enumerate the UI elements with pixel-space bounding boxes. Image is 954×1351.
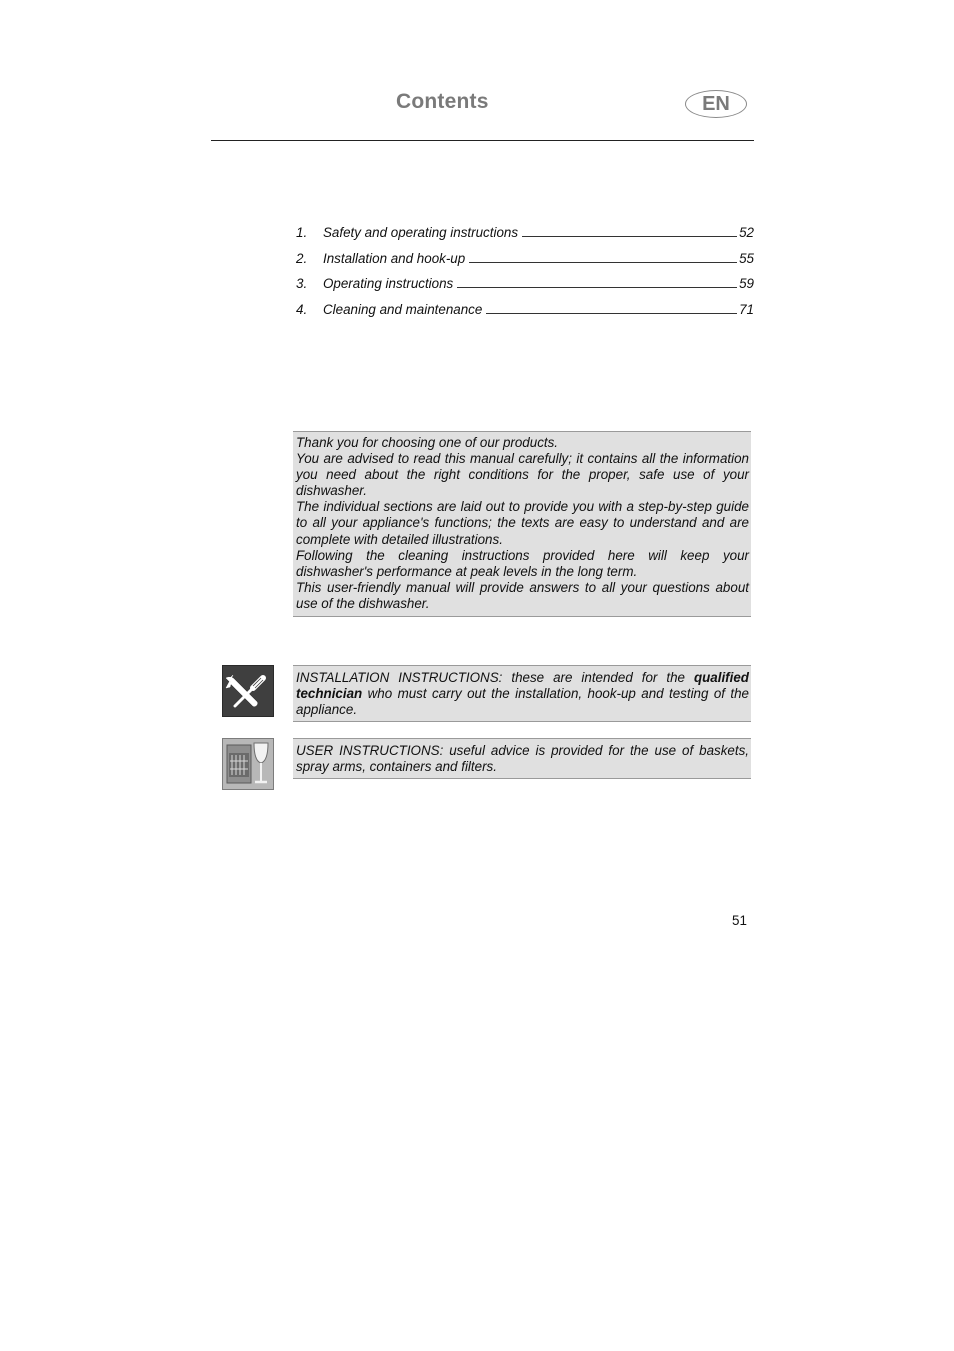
language-badge: EN xyxy=(685,90,747,118)
intro-paragraph: Following the cleaning instructions provided here will keep your dishwasher's performance at peak levels in the long term. xyxy=(296,547,749,579)
installation-note-box xyxy=(293,665,751,722)
intro-paragraph: Thank you for choosing one of our products. xyxy=(296,435,559,450)
installation-note-outro: who must carry out the installation, hook-up and testing of the appliance. xyxy=(296,686,749,718)
toc-item-number: 1. xyxy=(296,225,308,240)
toc-item[interactable] xyxy=(296,302,754,328)
toc-item-number: 4. xyxy=(296,301,308,317)
installation-note-text xyxy=(296,670,749,718)
user-note-box xyxy=(293,738,751,779)
page-title: Contents xyxy=(396,90,489,113)
user-note-text: USER INSTRUCTIONS: useful advice is provided for the use of baskets, spray arms, containers and filters. xyxy=(296,743,749,775)
table-of-contents xyxy=(296,225,754,327)
toc-leader xyxy=(469,251,737,263)
toc-item[interactable] xyxy=(296,225,754,251)
toc-leader xyxy=(486,302,737,314)
installation-note-intro: INSTALLATION INSTRUCTIONS: these are intended for the xyxy=(296,670,694,685)
toc-item-label: Safety and operating instructions xyxy=(323,225,519,240)
header-divider xyxy=(211,140,754,141)
toc-item-number: 2. xyxy=(296,250,308,266)
installation-note-emphasis: qualified technician xyxy=(296,670,749,702)
toc-item-page: 55 xyxy=(739,250,754,266)
toc-item-page: 71 xyxy=(739,301,754,317)
intro-paragraph: The individual sections are laid out to provide you with a step-by-step guide to all your appliance's functions; the texts are easy to understand and are complete with detailed illustrations. xyxy=(296,499,749,547)
toc-item-page: 59 xyxy=(739,276,754,291)
page-number: 51 xyxy=(732,913,747,928)
toc-item-label: Operating instructions xyxy=(323,276,454,291)
toc-item-page: 52 xyxy=(739,225,754,240)
tools-icon xyxy=(222,665,274,717)
intro-paragraph: This user-friendly manual will provide answers to all your questions about use of the dishwasher. xyxy=(296,579,749,611)
intro-paragraph: You are advised to read this manual carefully; it contains all the information you need about the right conditions for the proper, safe use of your dishwasher. xyxy=(296,451,749,499)
toc-item-label: Installation and hook-up xyxy=(323,250,466,266)
toc-item[interactable] xyxy=(296,251,754,277)
toc-leader xyxy=(457,276,737,288)
toc-item-number: 3. xyxy=(296,276,308,291)
intro-box xyxy=(293,431,751,617)
dishwasher-glass-icon xyxy=(222,738,274,790)
toc-item-label: Cleaning and maintenance xyxy=(323,301,483,317)
toc-leader xyxy=(522,225,737,237)
toc-item[interactable] xyxy=(296,276,754,302)
